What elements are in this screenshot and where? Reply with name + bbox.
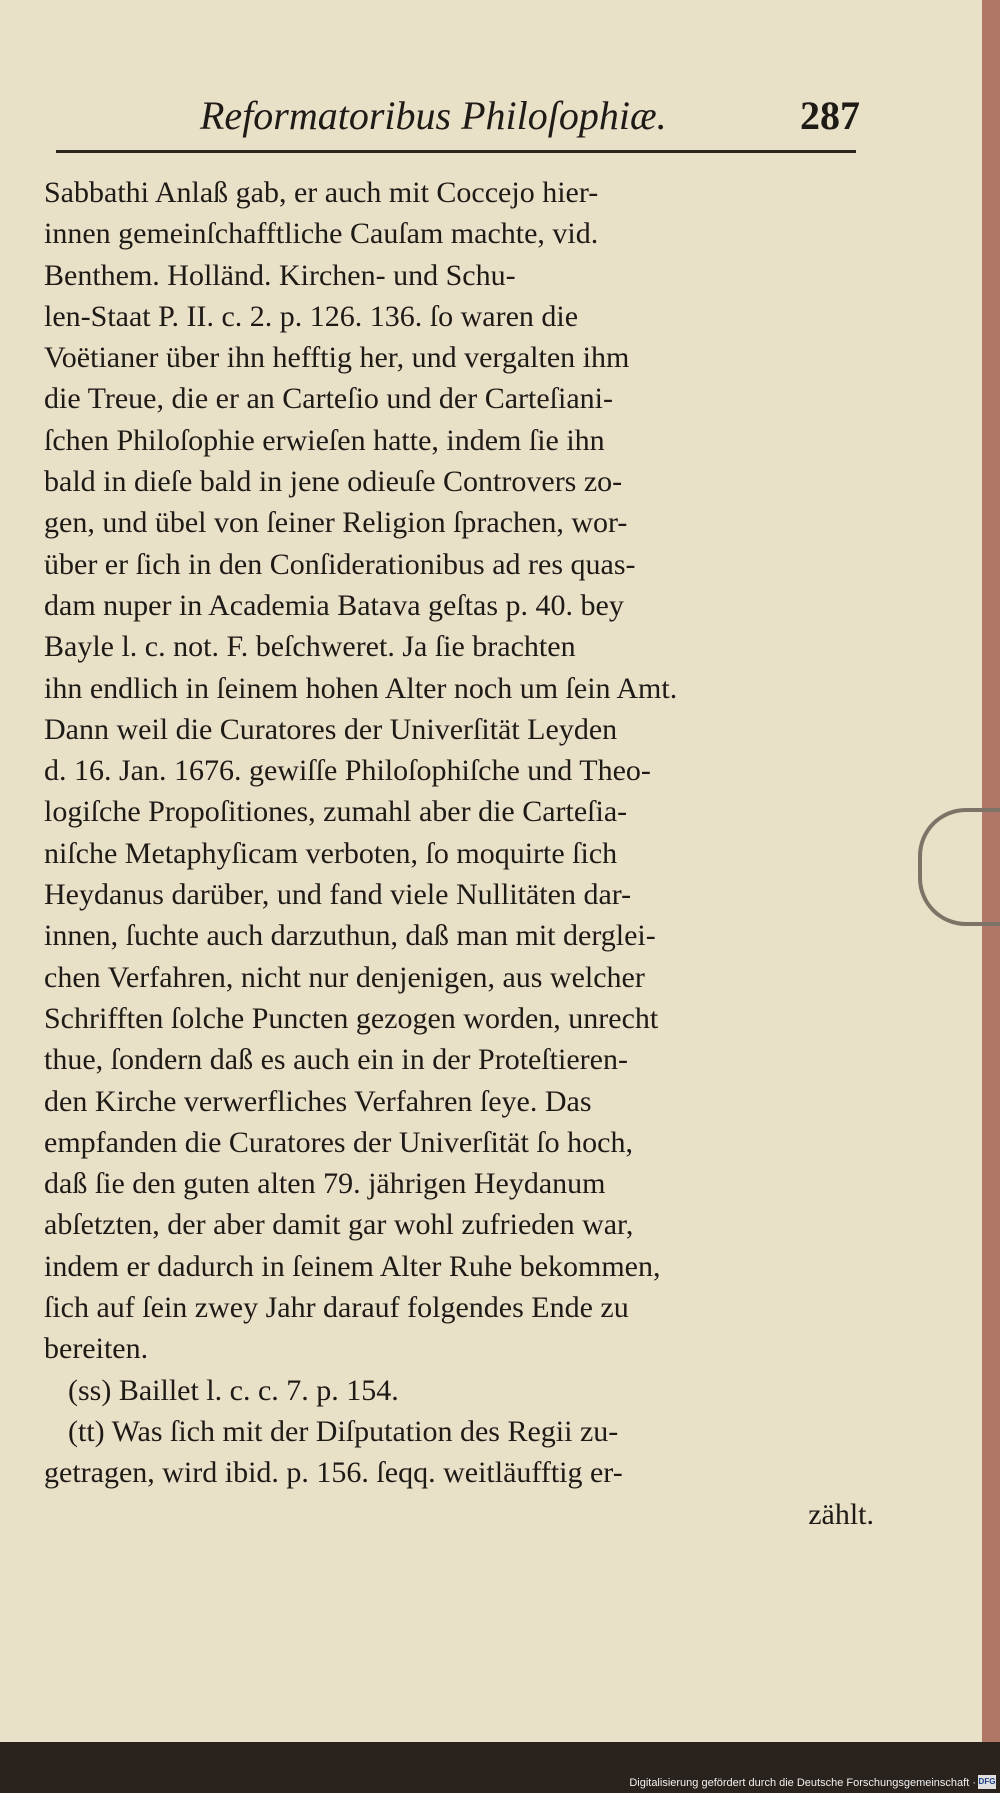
body-line: logiſche Propoſitiones, zumahl aber die Carteſia- — [44, 795, 628, 829]
footnote-ss: (ss) Baillet l. c. c. 7. p. 154. — [68, 1373, 399, 1407]
body-line: die Treue, die er an Carteſio und der Carteſiani- — [44, 382, 613, 416]
body-line: daß ſie den guten alten 79. jährigen Heydanum — [44, 1167, 606, 1201]
footnote-tt: (tt) Was ſich mit der Diſputation des Regii zu- — [68, 1414, 619, 1448]
footnote-tt-tail: zählt. — [808, 1497, 874, 1531]
body-line: bald in dieſe bald in jene odieuſe Controvers zo- — [44, 465, 623, 499]
page-header — [60, 92, 860, 152]
body-line: Schrifften ſolche Puncten gezogen worden, unrecht — [44, 1001, 659, 1035]
body-line: den Kirche verwerfliches Verfahren ſeye. Das — [44, 1084, 592, 1118]
body-line: Dann weil die Curatores der Univerſität Leyden — [44, 712, 618, 746]
body-line: über er ſich in den Conſiderationibus ad res quas- — [44, 547, 636, 581]
body-line: Voëtianer über ihn hefftig her, und vergalten ihm — [44, 341, 630, 375]
body-line: empfanden die Curatores der Univerſität ſo hoch, — [44, 1125, 633, 1159]
body-line: d. 16. Jan. 1676. gewiſſe Philoſophiſche und Theo- — [44, 754, 651, 788]
body-line: thue, ſondern daß es auch ein in der Proteſtieren- — [44, 1043, 628, 1077]
book-clasp — [918, 808, 1000, 926]
body-line: ſchen Philoſophie erwieſen hatte, indem ſie ihn — [44, 423, 605, 457]
body-line: niſche Metaphyſicam verboten, ſo moquirte ſich — [44, 836, 618, 870]
body-line: Bayle l. c. not. F. beſchweret. Ja ſie brachten — [44, 630, 576, 664]
dfg-logo: DFG — [978, 1775, 996, 1789]
page-body — [44, 172, 874, 1535]
body-line: ſich auf ſein zwey Jahr darauf folgendes Ende zu — [44, 1291, 629, 1325]
body-line: bereiten. — [44, 1332, 149, 1366]
body-line: len-Staat P. II. c. 2. p. 126. 136. ſo waren die — [44, 299, 579, 333]
body-line: innen gemeinſchafftliche Cauſam machte, vid. — [44, 217, 599, 251]
page-number: 287 — [800, 93, 860, 138]
body-line: indem er dadurch in ſeinem Alter Ruhe bekommen, — [44, 1249, 661, 1283]
digitization-credit: Digitalisierung gefördert durch die Deutsche Forschungsgemeinschaft · — [629, 1777, 976, 1789]
body-line: Sabbathi Anlaß gab, er auch mit Coccejo hier- — [44, 176, 599, 209]
body-line: Benthem. Holländ. Kirchen- und Schu- — [44, 258, 516, 292]
body-line: dam nuper in Academia Batava geſtas p. 40. bey — [44, 588, 624, 622]
body-line: abſetzten, der aber damit gar wohl zufrieden war, — [44, 1208, 634, 1242]
header-rule — [56, 150, 856, 153]
body-line: innen, ſuchte auch darzuthun, daß man mit derglei- — [44, 919, 656, 953]
body-line: gen, und übel von ſeiner Religion ſprachen, wor- — [44, 506, 628, 540]
body-line: Heydanus darüber, und fand viele Nullitäten dar- — [44, 878, 632, 912]
body-line: ihn endlich in ſeinem hohen Alter noch um ſein Amt. — [44, 671, 678, 705]
body-line: chen Verfahren, nicht nur denjenigen, aus welcher — [44, 960, 645, 994]
running-title: Reformatoribus Philoſophiæ. — [200, 93, 667, 138]
footnote-tt-continued: getragen, wird ibid. p. 156. ſeqq. weitläufftig er- — [44, 1456, 623, 1490]
